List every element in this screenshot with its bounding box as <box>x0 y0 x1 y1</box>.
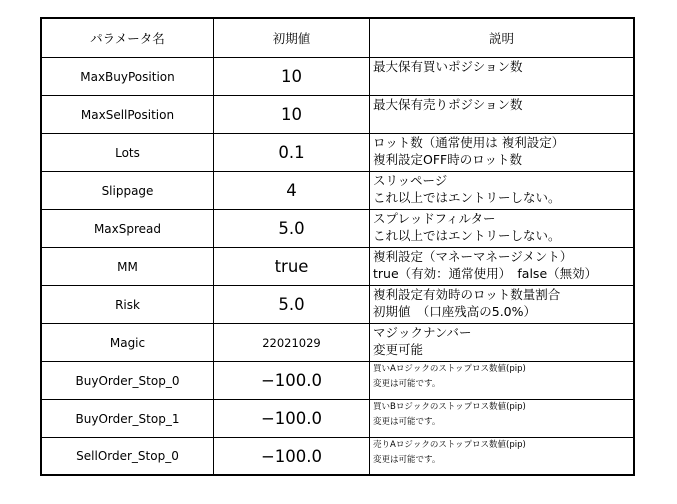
header-description: 説明 <box>370 19 634 58</box>
param-description <box>370 400 634 438</box>
param-value: true <box>214 248 370 286</box>
description-line: 最大保有売りポジション数 <box>373 97 523 112</box>
param-name: Lots <box>42 134 214 172</box>
table-row <box>42 324 634 362</box>
parameter-table <box>41 18 634 475</box>
description-line: これ以上ではエントリーしない。 <box>373 228 561 243</box>
param-description <box>370 438 634 475</box>
param-value: 10 <box>214 96 370 134</box>
param-value: 0.1 <box>214 134 370 172</box>
param-name: BuyOrder_Stop_1 <box>42 400 214 438</box>
param-description <box>370 362 634 400</box>
param-description <box>370 324 634 362</box>
param-description <box>370 172 634 210</box>
table-row <box>42 172 634 210</box>
param-value: 4 <box>214 172 370 210</box>
description-line: スプレッドフィルター <box>373 211 496 226</box>
table-row <box>42 438 634 475</box>
description-line: 売りAロジックのストップロス数値(pip) <box>373 440 526 450</box>
param-value: −100.0 <box>214 362 370 400</box>
param-value: 5.0 <box>214 210 370 248</box>
param-name: BuyOrder_Stop_0 <box>42 362 214 400</box>
param-value: 5.0 <box>214 286 370 324</box>
param-description <box>370 134 634 172</box>
param-name: MaxSpread <box>42 210 214 248</box>
param-name: SellOrder_Stop_0 <box>42 438 214 475</box>
description-line: 買いBロジックのストップロス数値(pip) <box>373 402 526 412</box>
table-row <box>42 248 634 286</box>
param-name: Slippage <box>42 172 214 210</box>
header-initial-value: 初期値 <box>214 19 370 58</box>
header-parameter-name: パラメータ名 <box>42 19 214 58</box>
parameter-sheet <box>40 17 635 476</box>
description-line: 買いAロジックのストップロス数値(pip) <box>373 364 526 374</box>
description-line: 複利設定OFF時のロット数 <box>373 152 522 167</box>
table-row <box>42 400 634 438</box>
description-line: スリッページ <box>373 173 448 188</box>
param-name: MaxSellPosition <box>42 96 214 134</box>
param-description <box>370 286 634 324</box>
header-row <box>42 19 634 58</box>
param-description <box>370 58 634 96</box>
param-value: 22021029 <box>214 324 370 362</box>
description-line: これ以上ではエントリーしない。 <box>373 190 561 205</box>
param-description <box>370 96 634 134</box>
table-row <box>42 58 634 96</box>
description-line: マジックナンバー <box>373 325 472 340</box>
param-name: MaxBuyPosition <box>42 58 214 96</box>
param-value: 10 <box>214 58 370 96</box>
param-description <box>370 210 634 248</box>
param-value: −100.0 <box>214 438 370 475</box>
param-description <box>370 248 634 286</box>
table-row <box>42 210 634 248</box>
param-value: −100.0 <box>214 400 370 438</box>
table-row <box>42 134 634 172</box>
description-line: 最大保有買いポジション数 <box>373 59 523 74</box>
param-name: Magic <box>42 324 214 362</box>
description-line: 変更可能 <box>373 342 424 357</box>
table-row <box>42 96 634 134</box>
description-line: true（有効：通常使用） false（無効） <box>373 266 598 281</box>
description-line: 複利設定有効時のロット数量割合 <box>373 287 561 302</box>
param-name: MM <box>42 248 214 286</box>
param-name: Risk <box>42 286 214 324</box>
description-line: 変更は可能です。 <box>373 455 441 465</box>
description-line: ロット数（通常使用は 複利設定） <box>373 135 565 150</box>
description-line: 変更は可能です。 <box>373 417 441 427</box>
table-row <box>42 362 634 400</box>
description-line: 複利設定（マネーマネージメント） <box>373 249 573 264</box>
description-line: 初期値 （口座残高の5.0%） <box>373 304 537 319</box>
description-line: 変更は可能です。 <box>373 379 441 389</box>
table-row <box>42 286 634 324</box>
